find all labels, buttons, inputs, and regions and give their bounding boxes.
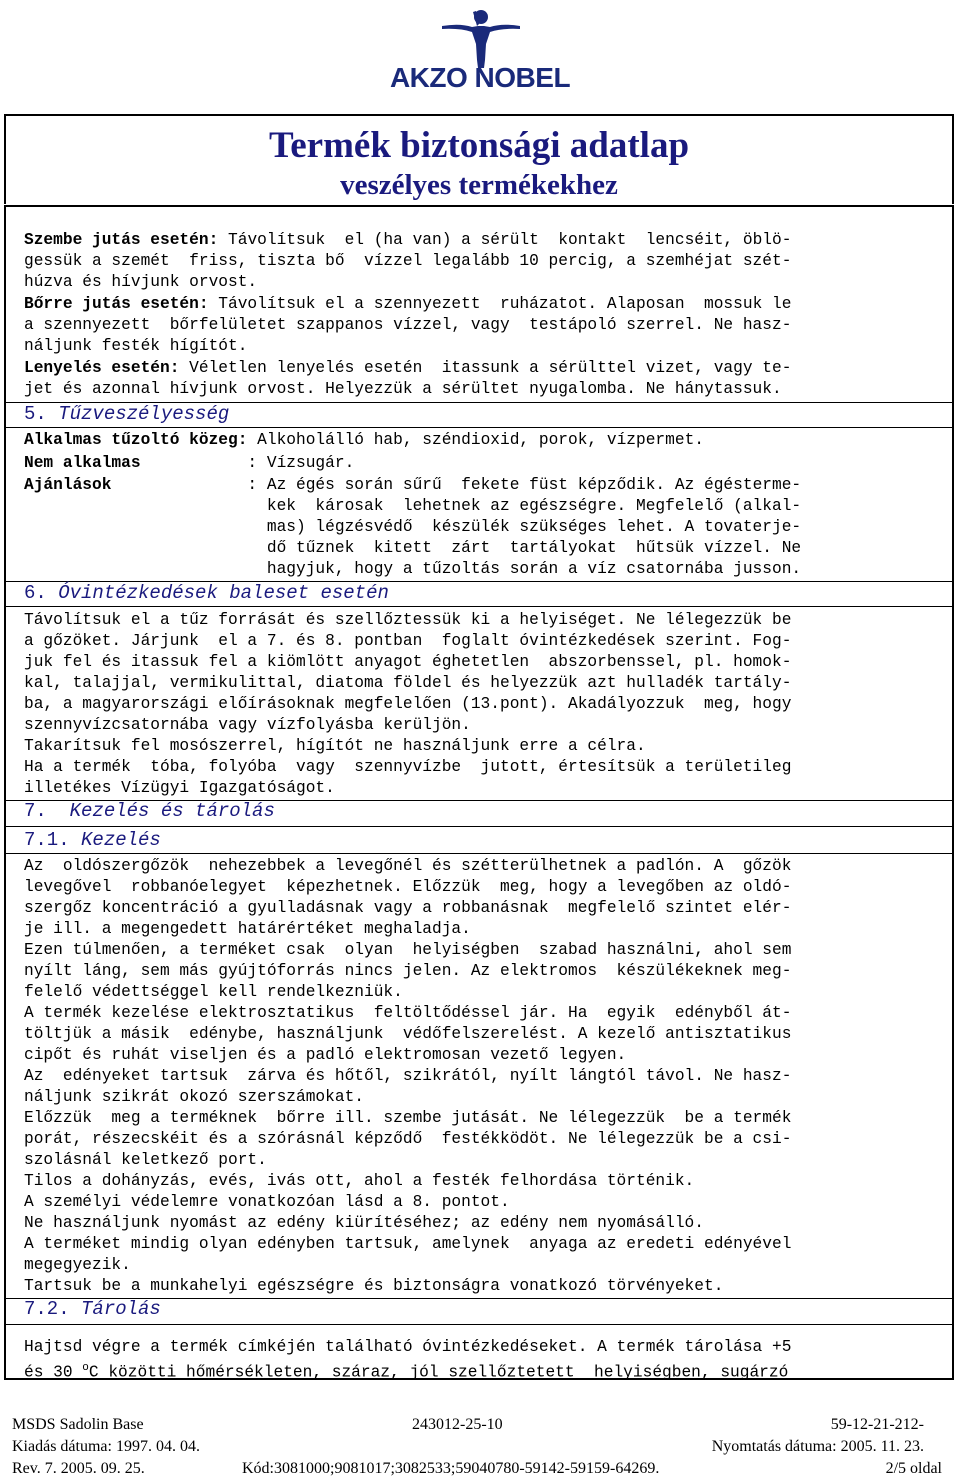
section-7-1-title: Kezelés (81, 829, 161, 851)
ingestion-line-1 (24, 358, 791, 379)
s6-line-1: Távolítsuk el a tűz forrását és szellőztessük ki a helyiséget. Ne lélegezzük be (24, 611, 792, 629)
storage-text-b: C közötti hőmérsékleten, száraz, jól szellőztetett helyiségben, sugárzó (88, 1363, 789, 1382)
section-7-title: Kezelés és tárolás (69, 800, 275, 822)
handling-line: je ill. a megengedett határértéket meghaladja. (24, 920, 471, 938)
handling-line: nyílt láng, sem más gyújtóforrás nincs jelen. Az elektromos készülékeknek meg- (24, 962, 792, 980)
handling-line: Az oldószergőzök nehezebbek a levegőnél és szétterülhetnek a padlón. A gőzök (24, 857, 792, 875)
handling-line: Tilos a dohányzás, evés, ivás ott, ahol a festék felhordása történik. (24, 1172, 695, 1190)
fire-rec-text: : Az égés során sűrű fekete füst képződik. Az égésterme- (111, 476, 802, 494)
divider (4, 826, 954, 827)
eye-text: Távolítsuk el (ha van) a sérült kontakt lencséit, öblö- (218, 231, 792, 249)
s6-line-3: juk fel és itassuk fel a kiömlött anyagot éghetetlen abszorbenssel, pl. homok- (24, 653, 792, 671)
footer-ref-code: 59-12-21-212- (830, 1416, 924, 1433)
s6-line-2: a gőzöket. Járjunk el a 7. és 8. pontban foglalt óvintézkedések szerint. Fog- (24, 632, 792, 650)
handling-line: Ezen túlmenően, a terméket csak olyan helyiségben szabad használni, ahol sem (24, 941, 792, 959)
s6-line-7: Takarítsuk fel mosószerrel, hígítót ne használjunk erre a célra. (24, 737, 646, 755)
footer-doc-name: MSDS Sadolin Base (12, 1416, 144, 1433)
footer-product-codes: Kód:3081000;9081017;3082533;59040780-59142-59159-64269. (242, 1460, 660, 1477)
section-7-2-heading (24, 1298, 161, 1320)
s6-line-5: ba, a magyarországi előírásoknak megfelelően (13.pont). Akadályozzuk meg, hogy (24, 695, 792, 713)
fire-unsuitable-value: : Vízsugár. (140, 454, 355, 472)
section-6-number: 6. (24, 582, 47, 604)
eye-label: Szembe jutás esetén: (24, 231, 219, 249)
s6-line-4: kal, talajjal, vermikulittal, diatoma földel és helyezzük azt hulladék tartály- (24, 674, 792, 692)
handling-line: náljunk szikrát okozó szerszámokat. (24, 1088, 364, 1106)
fire-rec-label: Ajánlások (24, 476, 112, 494)
section-5-number: 5. (24, 403, 47, 425)
title-box (4, 114, 954, 204)
section-7-heading (24, 800, 275, 822)
divider (4, 1324, 954, 1325)
handling-line: A személyi védelemre vonatkozóan lásd a 8. pontot. (24, 1193, 510, 1211)
footer-revision: Rev. 7. 2005. 09. 25. (12, 1460, 145, 1477)
section-7-number: 7. (24, 800, 47, 822)
fire-rec-line-1 (24, 475, 801, 496)
handling-line: levegővel robbanóelegyet képezhetnek. Előzzük meg, hogy a levegőben az oldó- (24, 878, 792, 896)
handling-line: A termék kezelése elektrosztatikus feltöltődéssel jár. Ha egyik edényből át- (24, 1004, 792, 1022)
storage-line-2 (24, 1358, 788, 1383)
handling-line: Tartsuk be a munkahelyi egészségre és biztonságra vonatkozó törvényeket. (24, 1277, 724, 1295)
footer-page-number: 2/5 oldal (885, 1460, 942, 1477)
s6-line-9: illetékes Vízügyi Igazgatóságot. (24, 779, 335, 797)
fire-unsuitable-line (24, 453, 354, 474)
section-6-heading (24, 582, 389, 604)
eye-line-3: húzva és hívjunk orvost. (24, 273, 258, 291)
skin-label: Bőrre jutás esetén: (24, 295, 209, 313)
logo-text: AKZO NOBEL (389, 62, 571, 93)
section-6-title: Óvintézkedések baleset esetén (58, 582, 389, 604)
storage-text-a: és 30 (24, 1363, 83, 1382)
eye-line-1 (24, 230, 791, 251)
page-title: Termék biztonsági adatlap (268, 125, 690, 166)
divider (4, 853, 954, 854)
section-7-2-title: Tárolás (81, 1298, 161, 1320)
fire-rec-line-3: mas) légzésvédő készülék szükséges lehet. A tovaterje- (24, 518, 802, 536)
footer-doc-code: 243012-25-10 (412, 1416, 503, 1433)
handling-line: töltjük a másik edénybe, használjunk védőfelszerelést. A kezelő antisztatikus (24, 1025, 792, 1043)
handling-line: megegyezik. (24, 1256, 131, 1274)
section-5-title: Tűzveszélyesség (58, 403, 230, 425)
skin-text: Távolítsuk el a szennyezett ruházatot. Alaposan mossuk le (208, 295, 792, 313)
s6-line-8: Ha a termék tóba, folyóba vagy szennyvízbe jutott, értesítsük a területileg (24, 758, 792, 776)
section-7-2-number: 7.2. (24, 1298, 70, 1320)
divider (4, 606, 954, 607)
handling-line: Ne használjunk nyomást az edény kiürítéséhez; az edény nem nyomásálló. (24, 1214, 704, 1232)
handling-line: Előzzük meg a terméknek bőrre ill. szembe jutását. Ne lélegezzük be a termék (24, 1109, 792, 1127)
skin-line-3: náljunk festék hígítót. (24, 337, 248, 355)
handling-line: Az edényeket tartsuk zárva és hőtől, szikrától, nyílt lángtól távol. Ne hasz- (24, 1067, 792, 1085)
footer-print-date: Nyomtatás dátuma: 2005. 11. 23. (711, 1438, 924, 1455)
fire-rec-line-5: hagyjuk, hogy a tűzoltás során a víz csatornába jusson. (24, 560, 802, 578)
degree-symbol: o (82, 1362, 89, 1374)
storage-line-1: Hajtsd végre a termék címkéjén található óvintézkedéseket. A termék tárolása +5 (24, 1338, 792, 1356)
fire-suitable-value: Alkoholálló hab, széndioxid, porok, vízpermet. (247, 431, 704, 449)
handling-line: cipőt és ruhát viseljen és a padló elektromosan vezető legyen. (24, 1046, 627, 1064)
eye-line-2: gessük a szemét friss, tiszta bő vízzel legalább 10 percig, a szemhéjat szét- (24, 252, 792, 270)
page-subtitle: veszélyes termékekhez (340, 169, 618, 201)
akzo-nobel-logo (380, 4, 580, 96)
handling-line: szolásnál keletkező port. (24, 1151, 267, 1169)
skin-line-2: a szennyezett bőrfelületet szappanos vízzel, vagy testápoló szerrel. Ne hasz- (24, 316, 792, 334)
section-7-1-heading (24, 829, 161, 851)
skin-line-1 (24, 294, 791, 315)
fire-rec-line-2: kek károsak lehetnek az egészségre. Megfelelő (alkal- (24, 497, 802, 515)
handling-line: A terméket mindig olyan edényben tartsuk, amelynek anyaga az eredeti edényével (24, 1235, 792, 1253)
handling-line: felelő védettséggel kell rendelkezniük. (24, 983, 403, 1001)
fire-suitable-line (24, 430, 704, 451)
fire-suitable-label: Alkalmas tűzoltó közeg: (24, 431, 248, 449)
handling-line: porát, részecskéit és a szórásnál képződő festékködöt. Ne lélegezzük be a csi- (24, 1130, 792, 1148)
ingestion-text: Véletlen lenyelés esetén itassunk a sérülttel vizet, vagy te- (179, 359, 792, 377)
footer-issue-date: Kiadás dátuma: 1997. 04. 04. (12, 1438, 200, 1455)
footer (12, 1414, 942, 1480)
fire-rec-line-4: dő tűznek kitett zárt tartályokat hűtsük vízzel. Ne (24, 539, 802, 557)
ingestion-line-2: jet és azonnal hívjunk orvost. Helyezzük a sérültet nyugalomba. Ne hánytassuk. (24, 380, 782, 398)
ingestion-label: Lenyelés esetén: (24, 359, 180, 377)
handling-line: szergőz koncentráció a gyulladásnak vagy a robbanásnak megfelelő szintet elér- (24, 899, 792, 917)
section-5-heading (24, 403, 229, 425)
section-7-1-number: 7.1. (24, 829, 70, 851)
fire-unsuitable-label: Nem alkalmas (24, 454, 141, 472)
divider (4, 427, 954, 428)
s6-line-6: szennyvízcsatornába vagy vízfolyásba kerüljön. (24, 716, 471, 734)
